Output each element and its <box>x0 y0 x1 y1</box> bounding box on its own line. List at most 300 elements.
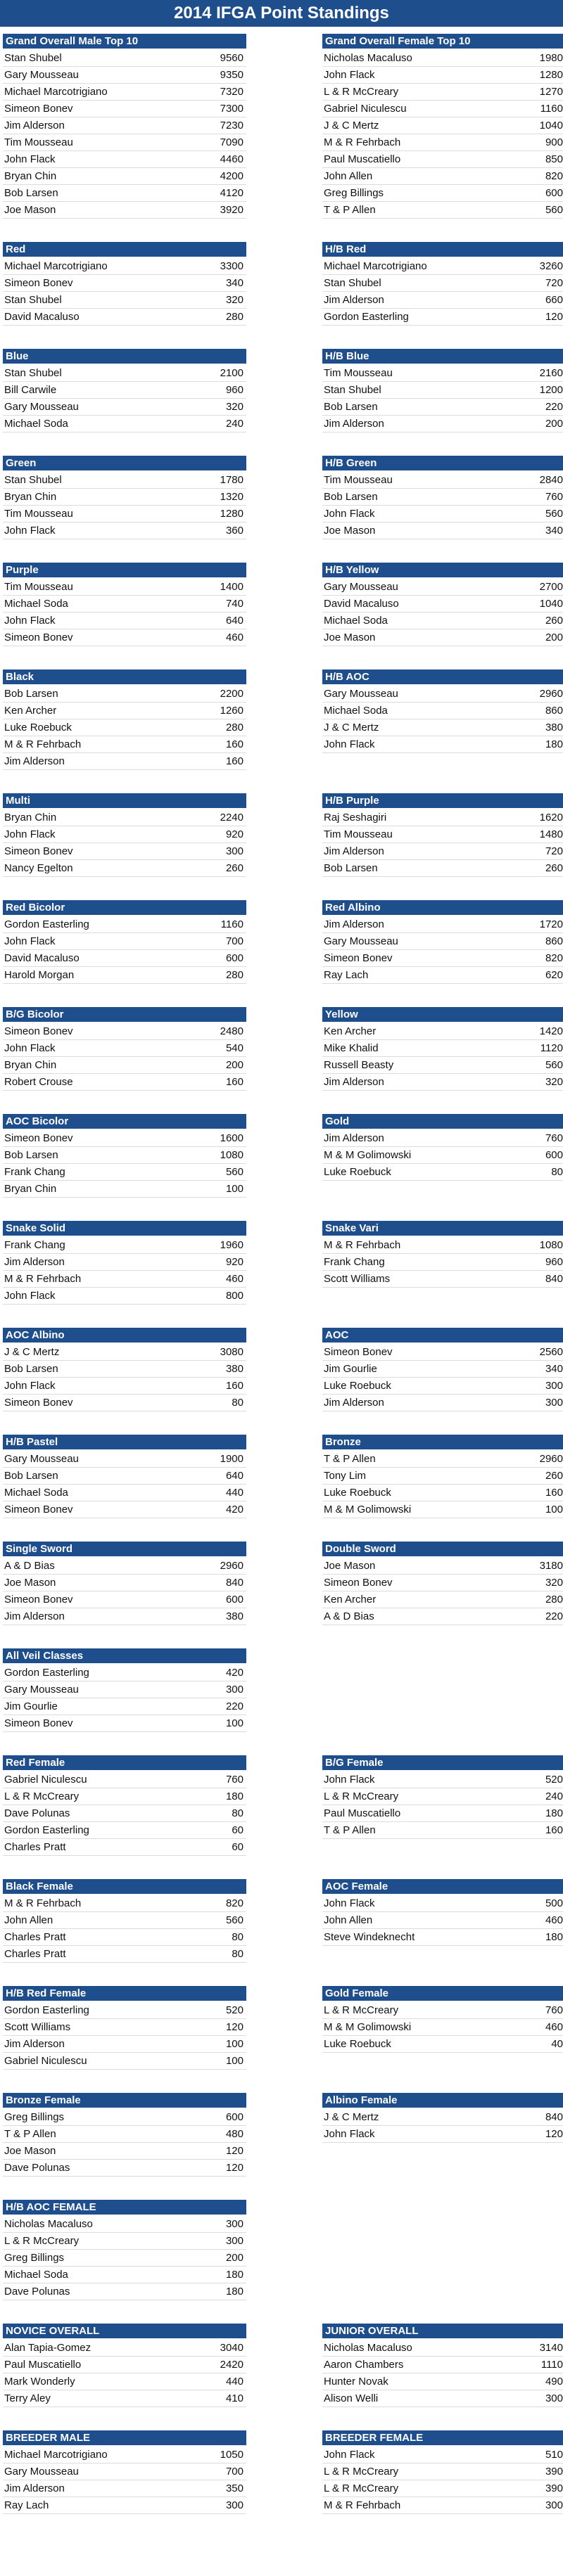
entrant-name: Gordon Easterling <box>4 1824 89 1836</box>
points-value: 80 <box>551 1165 563 1178</box>
standing-row <box>3 117 246 134</box>
entrant-name: J & C Mertz <box>4 1345 60 1358</box>
entrant-name: Charles Pratt <box>4 1930 66 1943</box>
standing-row <box>3 1665 246 1681</box>
entrant-name: Jim Alderson <box>324 417 384 430</box>
points-value: 180 <box>225 2285 243 2298</box>
points-value: 100 <box>225 1717 243 1729</box>
entrant-name: Frank Chang <box>4 1165 65 1178</box>
points-value: 460 <box>545 2020 563 2033</box>
standing-row <box>3 1946 246 1963</box>
standing-row <box>322 2463 563 2480</box>
standing-row <box>322 416 563 432</box>
entrant-name: Gabriel Niculescu <box>4 2054 87 2067</box>
points-value: 160 <box>225 1379 243 1392</box>
category-block <box>322 242 563 326</box>
points-value: 460 <box>545 1914 563 1926</box>
points-value: 200 <box>545 417 563 430</box>
entrant-name: Steve Windeknecht <box>324 1930 415 1943</box>
points-value: 280 <box>545 1593 563 1606</box>
entrant-name: Jim Alderson <box>324 918 384 930</box>
entrant-name: Gordon Easterling <box>324 310 409 323</box>
points-value: 820 <box>545 169 563 182</box>
category-header: All Veil Classes <box>3 1648 246 1663</box>
category-header: Red Bicolor <box>3 900 246 915</box>
standing-row <box>322 1591 563 1608</box>
points-value: 1980 <box>539 51 563 64</box>
entrant-name: T & P Allen <box>324 203 376 216</box>
points-value: 300 <box>225 2234 243 2247</box>
points-value: 120 <box>545 310 563 323</box>
entrant-name: Jim Alderson <box>4 1255 65 1268</box>
entrant-name: Nicholas Macaluso <box>4 2217 93 2230</box>
points-value: 1280 <box>220 507 243 520</box>
page-title: 2014 IFGA Point Standings <box>0 0 563 27</box>
entrant-name: L & R McCreary <box>324 2004 399 2016</box>
points-value: 100 <box>225 1182 243 1195</box>
entrant-name: M & R Fehrbach <box>4 738 82 750</box>
entrant-name: Dave Polunas <box>4 2285 70 2298</box>
entrant-name: Bob Larsen <box>4 1469 58 1482</box>
points-value: 840 <box>545 2110 563 2123</box>
category-block <box>3 1879 246 1963</box>
entrant-name: Frank Chang <box>4 1238 65 1251</box>
entrant-name: Michael Marcotrigiano <box>4 85 108 98</box>
entrant-name: Simeon Bonev <box>4 845 73 857</box>
category-block <box>322 669 563 753</box>
standing-row <box>322 860 563 877</box>
entrant-name: Tim Mousseau <box>324 366 393 379</box>
entrant-name: Simeon Bonev <box>4 1593 73 1606</box>
points-value: 1260 <box>220 704 243 717</box>
standing-row <box>3 1698 246 1715</box>
entrant-name: Joe Mason <box>4 2144 56 2157</box>
entrant-name: John Flack <box>4 524 56 537</box>
entrant-name: Simeon Bonev <box>4 631 73 643</box>
entrant-name: Raj Seshagiri <box>324 811 387 824</box>
points-value: 3040 <box>220 2341 243 2354</box>
standing-row <box>3 2036 246 2053</box>
standing-row <box>3 2233 246 2250</box>
entrant-name: Stan Shubel <box>4 473 62 486</box>
entrant-name: Jim Alderson <box>324 1132 384 1144</box>
points-value: 360 <box>225 524 243 537</box>
category-block <box>3 349 246 432</box>
points-value: 920 <box>225 1255 243 1268</box>
points-value: 820 <box>545 951 563 964</box>
standing-row <box>3 860 246 877</box>
standing-row <box>322 1771 563 1788</box>
entrant-name: Simeon Bonev <box>4 1132 73 1144</box>
points-value: 960 <box>545 1255 563 1268</box>
standing-row <box>3 382 246 399</box>
standing-row <box>3 1074 246 1091</box>
category-block <box>322 456 563 539</box>
entrant-name: Greg Billings <box>4 2251 65 2264</box>
points-value: 2240 <box>220 811 243 824</box>
standing-row <box>322 2126 563 2143</box>
category-header: Red <box>3 242 246 257</box>
entrant-name: John Flack <box>324 1897 375 1909</box>
entrant-name: Paul Muscatiello <box>324 153 401 165</box>
entrant-name: Greg Billings <box>324 186 384 199</box>
points-value: 2100 <box>220 366 243 379</box>
points-value: 440 <box>225 1486 243 1499</box>
points-value: 3300 <box>220 259 243 272</box>
category-header: Black <box>3 669 246 684</box>
entrant-name: M & R Fehrbach <box>324 1238 401 1251</box>
entrant-name: L & R McCreary <box>324 85 399 98</box>
points-value: 7090 <box>220 136 243 148</box>
standing-row <box>3 1788 246 1805</box>
points-value: 840 <box>225 1576 243 1589</box>
entrant-name: Jim Alderson <box>4 1610 65 1622</box>
category-block <box>3 1435 246 1518</box>
points-value: 100 <box>225 2054 243 2067</box>
points-value: 300 <box>225 1683 243 1696</box>
entrant-name: Tim Mousseau <box>4 507 73 520</box>
standing-row <box>3 134 246 151</box>
entrant-name: L & R McCreary <box>324 2465 399 2478</box>
entrant-name: Joe Mason <box>324 524 376 537</box>
entrant-name: Gary Mousseau <box>4 1683 79 1696</box>
entrant-name: Scott Williams <box>324 1272 391 1285</box>
points-value: 390 <box>545 2482 563 2494</box>
category-block <box>322 1986 563 2053</box>
standing-row <box>3 1378 246 1395</box>
standing-row <box>3 84 246 101</box>
standing-row <box>3 1839 246 1856</box>
points-value: 540 <box>225 1042 243 1054</box>
points-value: 300 <box>545 1396 563 1409</box>
category-block <box>322 2324 563 2407</box>
category-block <box>3 2430 246 2514</box>
entrant-name: A & D Bias <box>324 1610 374 1622</box>
category-header: H/B AOC <box>322 669 563 684</box>
points-value: 620 <box>545 968 563 981</box>
category-header: H/B Purple <box>322 793 563 808</box>
standing-row <box>3 2390 246 2407</box>
entrant-name: M & R Fehrbach <box>324 2499 401 2511</box>
points-value: 320 <box>225 400 243 413</box>
category-header: AOC Female <box>322 1879 563 1894</box>
standing-row <box>322 506 563 523</box>
standing-row <box>3 202 246 219</box>
standing-row <box>3 1501 246 1518</box>
entrant-name: Scott Williams <box>4 2020 71 2033</box>
entrant-name: Charles Pratt <box>4 1947 66 1960</box>
points-value: 3920 <box>220 203 243 216</box>
standing-row <box>322 1929 563 1946</box>
standing-row <box>3 1822 246 1839</box>
entrant-name: Gary Mousseau <box>324 580 398 593</box>
entrant-name: Gordon Easterling <box>4 1666 89 1679</box>
points-value: 2960 <box>539 687 563 700</box>
points-value: 380 <box>225 1610 243 1622</box>
category-block <box>3 900 246 984</box>
standing-row <box>3 579 246 596</box>
points-value: 340 <box>545 524 563 537</box>
points-value: 760 <box>545 490 563 503</box>
category-header: AOC Bicolor <box>3 1114 246 1129</box>
entrant-name: T & P Allen <box>324 1452 376 1465</box>
standing-row <box>3 399 246 416</box>
points-value: 160 <box>545 1486 563 1499</box>
standing-row <box>322 50 563 67</box>
category-header: Albino Female <box>322 2093 563 2108</box>
standing-row <box>322 1023 563 1040</box>
standing-row <box>3 1591 246 1608</box>
category-block <box>322 1755 563 1839</box>
standing-row <box>3 1361 246 1378</box>
points-value: 120 <box>545 2127 563 2140</box>
standing-row <box>322 1237 563 1254</box>
points-value: 200 <box>545 631 563 643</box>
entrant-name: Simeon Bonev <box>4 1717 73 1729</box>
category-block <box>322 349 563 432</box>
points-value: 4460 <box>220 153 243 165</box>
standing-row <box>3 1344 246 1361</box>
points-value: 260 <box>545 1469 563 1482</box>
points-value: 600 <box>225 951 243 964</box>
standing-row <box>3 1608 246 1625</box>
category-header: Red Female <box>3 1755 246 1770</box>
standing-row <box>322 2002 563 2019</box>
standing-row <box>3 1895 246 1912</box>
points-value: 9350 <box>220 68 243 81</box>
category-header: Gold Female <box>322 1986 563 2001</box>
entrant-name: J & C Mertz <box>324 119 379 132</box>
points-value: 490 <box>545 2375 563 2388</box>
points-value: 500 <box>545 1897 563 1909</box>
standing-row <box>3 275 246 292</box>
points-value: 350 <box>225 2482 243 2494</box>
points-value: 850 <box>545 153 563 165</box>
points-value: 7300 <box>220 102 243 115</box>
entrant-name: Hunter Novak <box>324 2375 388 2388</box>
standing-row <box>3 967 246 984</box>
standing-row <box>3 2357 246 2373</box>
entrant-name: Stan Shubel <box>4 293 62 306</box>
category-block <box>322 563 563 646</box>
points-value: 1080 <box>220 1148 243 1161</box>
standing-row <box>322 151 563 168</box>
entrant-name: Michael Marcotrigiano <box>324 259 427 272</box>
category-header: Red Albino <box>322 900 563 915</box>
points-value: 560 <box>225 1914 243 1926</box>
points-value: 410 <box>225 2392 243 2404</box>
points-value: 1600 <box>220 1132 243 1144</box>
points-value: 760 <box>545 2004 563 2016</box>
points-value: 340 <box>225 276 243 289</box>
standing-row <box>322 686 563 703</box>
standing-row <box>322 101 563 117</box>
entrant-name: John Flack <box>324 738 375 750</box>
points-value: 1270 <box>539 85 563 98</box>
category-header: Yellow <box>322 1007 563 1022</box>
points-value: 80 <box>232 1807 243 1819</box>
entrant-name: Joe Mason <box>4 203 56 216</box>
standing-row <box>322 703 563 719</box>
entrant-name: Bob Larsen <box>4 186 58 199</box>
points-value: 820 <box>225 1897 243 1909</box>
points-value: 60 <box>232 1840 243 1853</box>
standing-row <box>322 1468 563 1485</box>
standing-row <box>3 2002 246 2019</box>
entrant-name: Gary Mousseau <box>324 687 398 700</box>
entrant-name: Simeon Bonev <box>4 102 73 115</box>
points-value: 2840 <box>539 473 563 486</box>
entrant-name: John Flack <box>324 1773 375 1786</box>
points-value: 160 <box>225 755 243 767</box>
points-value: 640 <box>225 1469 243 1482</box>
entrant-name: Tim Mousseau <box>324 473 393 486</box>
standing-row <box>322 2340 563 2357</box>
points-value: 1720 <box>539 918 563 930</box>
standing-row <box>3 50 246 67</box>
entrant-name: Michael Soda <box>4 597 68 610</box>
standing-row <box>322 1575 563 1591</box>
category-block <box>322 1007 563 1091</box>
standing-row <box>3 1395 246 1411</box>
entrant-name: Aaron Chambers <box>324 2358 404 2371</box>
standing-row <box>322 1805 563 1822</box>
points-value: 1160 <box>540 102 563 115</box>
standing-row <box>3 2463 246 2480</box>
entrant-name: Simeon Bonev <box>324 1576 393 1589</box>
points-value: 100 <box>545 1503 563 1516</box>
category-header: Grand Overall Male Top 10 <box>3 34 246 49</box>
standing-row <box>3 2447 246 2463</box>
standing-row <box>322 1608 563 1625</box>
points-value: 4120 <box>220 186 243 199</box>
category-block <box>3 2324 246 2407</box>
entrant-name: Alan Tapia-Gomez <box>4 2341 91 2354</box>
entrant-name: Dave Polunas <box>4 1807 70 1819</box>
entrant-name: L & R McCreary <box>324 2482 399 2494</box>
entrant-name: Gordon Easterling <box>4 2004 89 2016</box>
entrant-name: Ray Lach <box>324 968 369 981</box>
entrant-name: Joe Mason <box>324 631 376 643</box>
points-value: 40 <box>551 2037 563 2050</box>
points-value: 1320 <box>220 490 243 503</box>
standing-row <box>3 950 246 967</box>
entrant-name: M & M Golimowski <box>324 1148 412 1161</box>
standing-row <box>322 1822 563 1839</box>
points-value: 2960 <box>539 1452 563 1465</box>
standing-row <box>3 1912 246 1929</box>
points-value: 920 <box>225 828 243 840</box>
standing-row <box>322 84 563 101</box>
standing-row <box>3 2497 246 2514</box>
entrant-name: Bill Carwile <box>4 383 57 396</box>
category-header: H/B Yellow <box>322 563 563 577</box>
standing-row <box>3 1485 246 1501</box>
standing-row <box>3 843 246 860</box>
standing-row <box>322 736 563 753</box>
points-value: 300 <box>225 2499 243 2511</box>
category-header: Bronze <box>322 1435 563 1449</box>
category-header: Grand Overall Female Top 10 <box>322 34 563 49</box>
entrant-name: L & R McCreary <box>4 2234 80 2247</box>
standing-row <box>3 2019 246 2036</box>
standing-row <box>322 1271 563 1288</box>
category-block <box>322 34 563 219</box>
standing-row <box>322 809 563 826</box>
standing-row <box>3 629 246 646</box>
entrant-name: Jim Alderson <box>4 2482 65 2494</box>
entrant-name: John Allen <box>324 169 373 182</box>
standing-row <box>322 2019 563 2036</box>
points-value: 120 <box>225 2161 243 2174</box>
category-block <box>322 2093 563 2143</box>
entrant-name: Simeon Bonev <box>324 1345 393 1358</box>
category-header: H/B Green <box>322 456 563 470</box>
points-value: 280 <box>225 310 243 323</box>
standing-row <box>3 1164 246 1181</box>
entrant-name: Joe Mason <box>4 1576 56 1589</box>
entrant-name: Bob Larsen <box>324 490 378 503</box>
entrant-name: Bob Larsen <box>4 1148 58 1161</box>
category-block <box>322 900 563 984</box>
entrant-name: Nancy Egelton <box>4 861 73 874</box>
entrant-name: Bryan Chin <box>4 490 57 503</box>
points-value: 600 <box>545 1148 563 1161</box>
entrant-name: John Allen <box>4 1914 53 1926</box>
standing-row <box>322 2036 563 2053</box>
entrant-name: Michael Soda <box>4 2268 68 2281</box>
entrant-name: Ken Archer <box>324 1593 377 1606</box>
points-value: 460 <box>225 631 243 643</box>
standing-row <box>3 1771 246 1788</box>
standing-row <box>3 809 246 826</box>
points-value: 260 <box>545 861 563 874</box>
standing-row <box>3 613 246 629</box>
category-header: B/G Female <box>322 1755 563 1770</box>
points-value: 160 <box>225 738 243 750</box>
points-value: 320 <box>545 1576 563 1589</box>
entrant-name: Russell Beasty <box>324 1058 394 1071</box>
standing-row <box>322 967 563 984</box>
standing-row <box>3 416 246 432</box>
standing-row <box>3 365 246 382</box>
entrant-name: David Macaluso <box>324 597 399 610</box>
standing-row <box>322 826 563 843</box>
points-value: 1280 <box>539 68 563 81</box>
points-value: 380 <box>225 1362 243 1375</box>
points-value: 200 <box>225 1058 243 1071</box>
standing-row <box>3 472 246 489</box>
standing-row <box>322 258 563 275</box>
points-value: 80 <box>232 1947 243 1960</box>
points-value: 1900 <box>220 1452 243 1465</box>
standing-row <box>3 1805 246 1822</box>
category-block <box>3 2200 246 2300</box>
points-value: 520 <box>545 1773 563 1786</box>
standing-row <box>322 1501 563 1518</box>
standing-row <box>3 2126 246 2143</box>
entrant-name: Jim Alderson <box>4 2037 65 2050</box>
standing-row <box>322 1164 563 1181</box>
standing-row <box>3 719 246 736</box>
points-value: 280 <box>225 968 243 981</box>
category-block <box>322 1328 563 1411</box>
points-value: 1160 <box>220 918 243 930</box>
points-value: 1120 <box>540 1042 563 1054</box>
entrant-name: Jim Alderson <box>4 119 65 132</box>
points-value: 3180 <box>539 1559 563 1572</box>
points-value: 2200 <box>220 687 243 700</box>
